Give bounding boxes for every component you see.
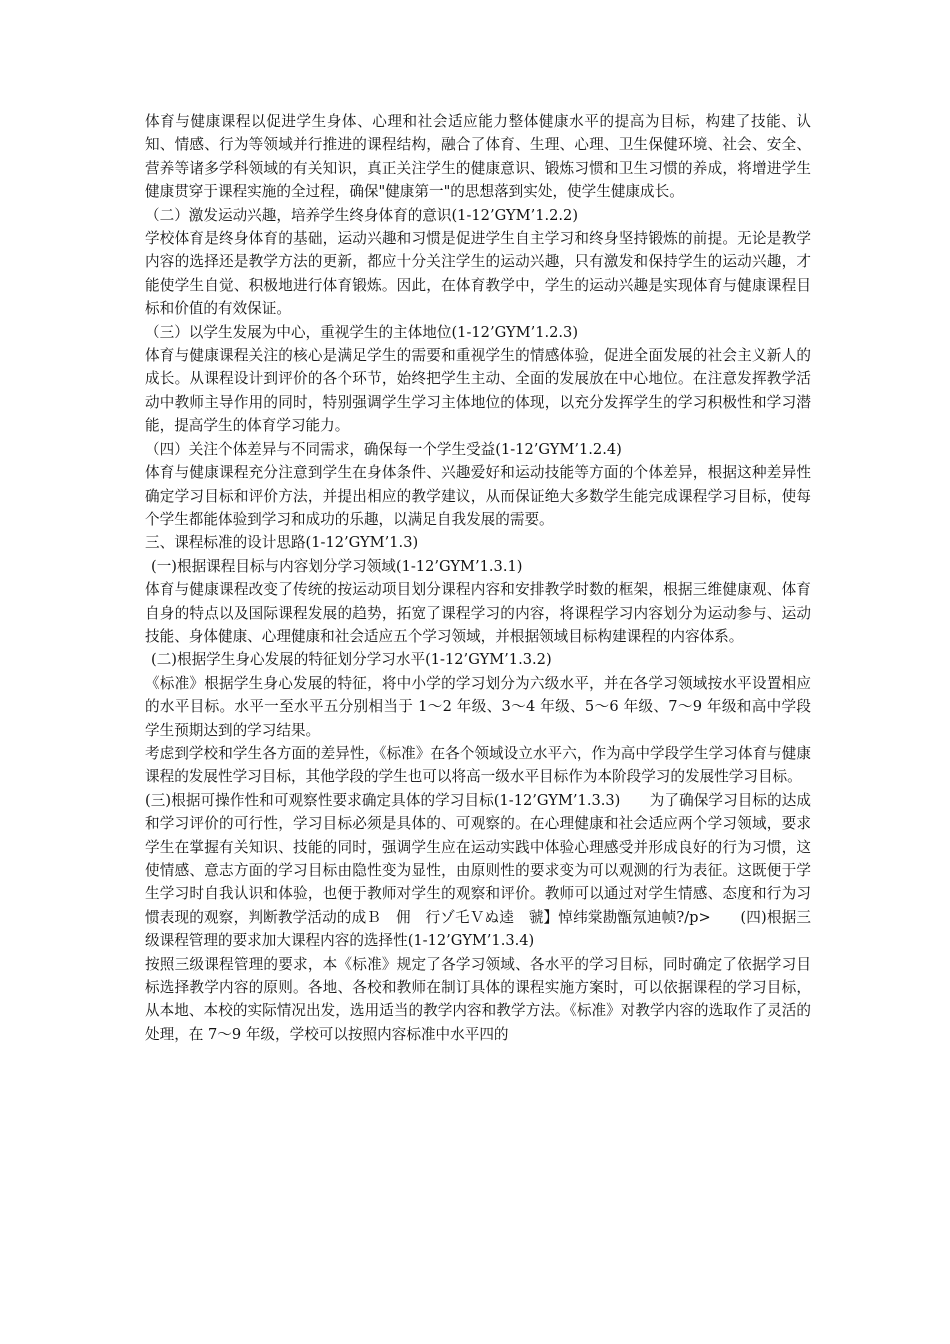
paragraph-student-centered: 体育与健康课程关注的核心是满足学生的需要和重视学生的情感体验，促进全面发展的社会主义新人的成长。从课程设计到评价的各个环节，始终把学生主动、全面的发展放在中心地位。在注意发挥教学活动中教师主导作用的同时，特别强调学生学习主体地位的体现，以充分发挥学生的学习积极性和学习潜能，提高学生的体育学习能力。 [145,347,811,435]
paragraph-learning-domains: 体育与健康课程改变了传统的按运动项目划分课程内容和安排教学时数的框架，根据三维健康观、体育自身的特点以及国际课程发展的趋势，拓宽了课程学习的内容，将课程学习内容划分为运动参与、运动技能、身体健康、心理健康和社会适应五个学习领域，并根据领域目标构建课程的内容体系。 [145,581,811,645]
document-body [145,110,811,1046]
paragraph-sports-interest: 学校体育是终身体育的基础，运动兴趣和习惯是促进学生自主学习和终身坚持锻炼的前提。无论是教学内容的选择还是教学方法的更新，都应十分关注学生的运动兴趣，只有激发和保持学生的运动兴趣，才能使学生自觉、积极地进行体育锻炼。因此，在体育教学中，学生的运动兴趣是实现体育与健康课程目标和价值的有效保证。 [145,230,811,318]
paragraph-individual-differences: 体育与健康课程充分注意到学生在身体条件、兴趣爱好和运动技能等方面的个体差异，根据这种差异性确定学习目标和评价方法，并提出相应的教学建议，从而保证绝大多数学生能完成课程学习目标，使每个学生都能体验到学习和成功的乐趣，以满足自我发展的需要。 [145,464,811,528]
paragraph-level-six: 考虑到学校和学生各方面的差异性，《标准》在各个领域设立水平六，作为高中学段学生学习体育与健康课程的发展性学习目标，其他学段的学生也可以将高一级水平目标作为本阶段学习的发展性学习目标。 [145,744,811,786]
paragraph-three-level-management: 按照三级课程管理的要求，本《标准》规定了各学习领域、各水平的学习目标，同时确定了依据学习目标选择教学内容的原则。各地、各校和教师在制订具体的课程实施方案时，可以依据课程的学习目标，从本地、本校的实际情况出发，选用适当的教学内容和教学方法。《标准》对教学内容的选取作了灵活的处理，在 7～9 年级，学校可以按照内容标准中水平四的 [145,955,811,1043]
heading-learning-domains: (一)根据课程目标与内容划分学习领域(1-12’GYM’1.3.1) [151,557,523,575]
heading-sports-interest: （二）激发运动兴趣，培养学生终身体育的意识(1-12’GYM’1.2.2) [145,206,579,224]
paragraph-course-structure: 体育与健康课程以促进学生身体、心理和社会适应能力整体健康水平的提高为目标，构建了技能、认知、情感、行为等领域并行推进的课程结构，融合了体育、生理、心理、卫生保健环境、社会、安全、营养等诸多学科领域的有关知识，真正关注学生的健康意识、锻炼习惯和卫生习惯的养成，将增进学生健康贯穿于课程实施的全过程，确保"健康第一"的思想落到实处，使学生健康成长。 [145,113,811,201]
paragraph-observable-goals: (三)根据可操作性和可观察性要求确定具体的学习目标(1-12’GYM’1.3.3) 为了确保学习目标的达成和学习评价的可行性，学习目标必须是具体的、可观察的。在心理健康和社会适应两个学习领域，要求学生在掌握有关知识、技能的同时，强调学生应在运动实践中体验心理感受并形成良好的行为习惯，这使情感、意志方面的学习目标由隐性变为显性，由原则性的要求变为可以观测的行为表征。这既便于学生学习时自我认识和体验，也便于教师对学生的观察和评价。教师可以通过对学生情感、态度和行为习惯表现的观察，判断教学活动的成Ｂ 佣 行ゾ乇Ｖぬ逵 虢】悼纬棠勘甑氖迪帧?/p> (四)根据三级课程管理的要求加大课程内容的选择性(1-12’GYM’1.3.4) [145,791,811,950]
heading-design-ideas: 三、课程标准的设计思路(1-12’GYM’1.3) [145,534,419,552]
paragraph-learning-levels: 《标准》根据学生身心发展的特征，将中小学的学习划分为六级水平，并在各学习领域按水平设置相应的水平目标。水平一至水平五分别相当于 1～2 年级、3～4 年级、5～6 年级、7～9 年级和高中学段学生预期达到的学习结果。 [145,674,811,739]
heading-student-centered: （三）以学生发展为中心，重视学生的主体地位(1-12’GYM’1.2.3) [145,323,579,341]
heading-learning-levels: (二)根据学生身心发展的特征划分学习水平(1-12’GYM’1.3.2) [151,651,552,669]
heading-individual-differences: （四）关注个体差异与不同需求，确保每一个学生受益(1-12’GYM’1.2.4) [145,440,622,458]
